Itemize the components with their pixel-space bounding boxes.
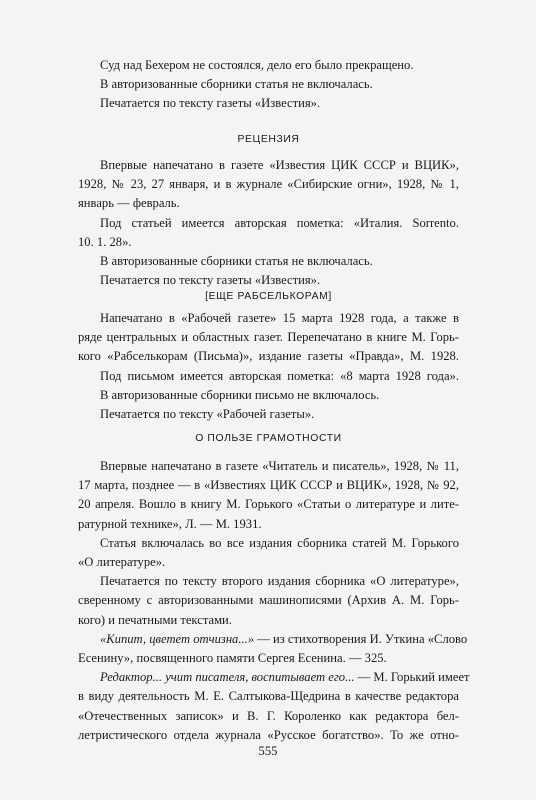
text-line: ряде центральных и областных газет. Перепечатано в книге М. Горь-: [78, 330, 459, 345]
text-line: Печатается по тексту газеты «Известия».: [100, 273, 321, 288]
text-line: сверенному с авторизованными машинописями (Архив А. М. Горь-: [78, 593, 459, 608]
text-line: Печатается по тексту «Рабочей газеты».: [100, 407, 315, 422]
text-line: Печатается по тексту газеты «Известия».: [100, 96, 321, 111]
section-heading-literacy: О ПОЛЬЗЕ ГРАМОТНОСТИ: [195, 433, 342, 444]
text-line: Суд над Бехером не состоялся, дело его было прекращено.: [100, 58, 414, 72]
text-line: летристического отдела журнала «Русское богатство». То же отно-: [78, 727, 459, 742]
quote-line: [78, 630, 468, 649]
text-line: 20 апреля. Вошло в книгу М. Горького «Статьи о литературе и лите-: [78, 497, 459, 512]
text-line: Печатается по тексту второго издания сборника «О литературе»,: [100, 574, 459, 589]
page-number: 555: [258, 744, 278, 758]
text-line: «Отечественных записок» и В. Г. Короленко как редактора бел-: [78, 708, 459, 723]
text-line: Впервые напечатано в газете «Читатель и писатель», 1928, № 11,: [100, 459, 459, 473]
text-line: В авторизованные сборники письмо не включалось.: [100, 387, 380, 402]
text-line: Есенину», посвященного памяти Сергея Есенина. — 325.: [78, 651, 387, 666]
text-line: 1928, № 23, 27 января, и в журнале «Сибирские огни», 1928, № 1,: [78, 177, 459, 192]
text-line: кого) и печатными текстами.: [78, 612, 232, 627]
text-line: В авторизованные сборники статья не включалась.: [100, 77, 373, 92]
text-line: Под статьей имеется авторская пометка: «Италия. Sorrento.: [100, 215, 459, 230]
text-line: Напечатано в «Рабочей газете» 15 марта 1928 года, а также в: [100, 311, 459, 325]
quote-rest: — М. Горький имеет: [354, 670, 470, 685]
quote-italic: Редактор... учит писателя, воспитывает его...: [100, 670, 355, 685]
section-heading-rabselkor: [ЕЩЕ РАБСЕЛЬКОРАМ]: [205, 291, 332, 302]
quote-rest: — из стихотворения И. Уткина «Слово: [254, 631, 468, 646]
text-line: Статья включалась во все издания сборника статей М. Горького: [100, 535, 459, 550]
text-line: в виду деятельность М. Е. Салтыкова-Щедрина в качестве редактора: [78, 689, 459, 704]
quote-line: [78, 668, 470, 687]
section-review: [78, 156, 459, 290]
section-heading-review: РЕЦЕНЗИЯ: [237, 134, 300, 145]
text-line: ратурной технике», Л. — М. 1931.: [78, 516, 262, 531]
text-line: январь — февраль.: [78, 196, 180, 211]
text-line: «О литературе».: [78, 555, 166, 570]
text-line: Впервые напечатано в газете «Известия ЦИК СССР и ВЦИК»,: [100, 158, 459, 172]
text-line: 17 марта, позднее — в «Известиях ЦИК СССР и ВЦИК», 1928, № 92,: [78, 478, 459, 493]
text-line: кого «Рабселькорам (Письма)», издание газеты «Правда», М. 1928.: [78, 349, 459, 364]
text-line: 10. 1. 28».: [78, 234, 132, 249]
section-rabselkor: [78, 309, 459, 424]
text-line: В авторизованные сборники статья не включалась.: [100, 254, 373, 269]
section-literacy: [78, 457, 470, 745]
text-line: Под письмом имеется авторская пометка: «8 марта 1928 года».: [100, 368, 459, 383]
intro-block: [78, 56, 459, 114]
quote-italic: «Кипит, цветет отчизна...»: [100, 631, 255, 646]
